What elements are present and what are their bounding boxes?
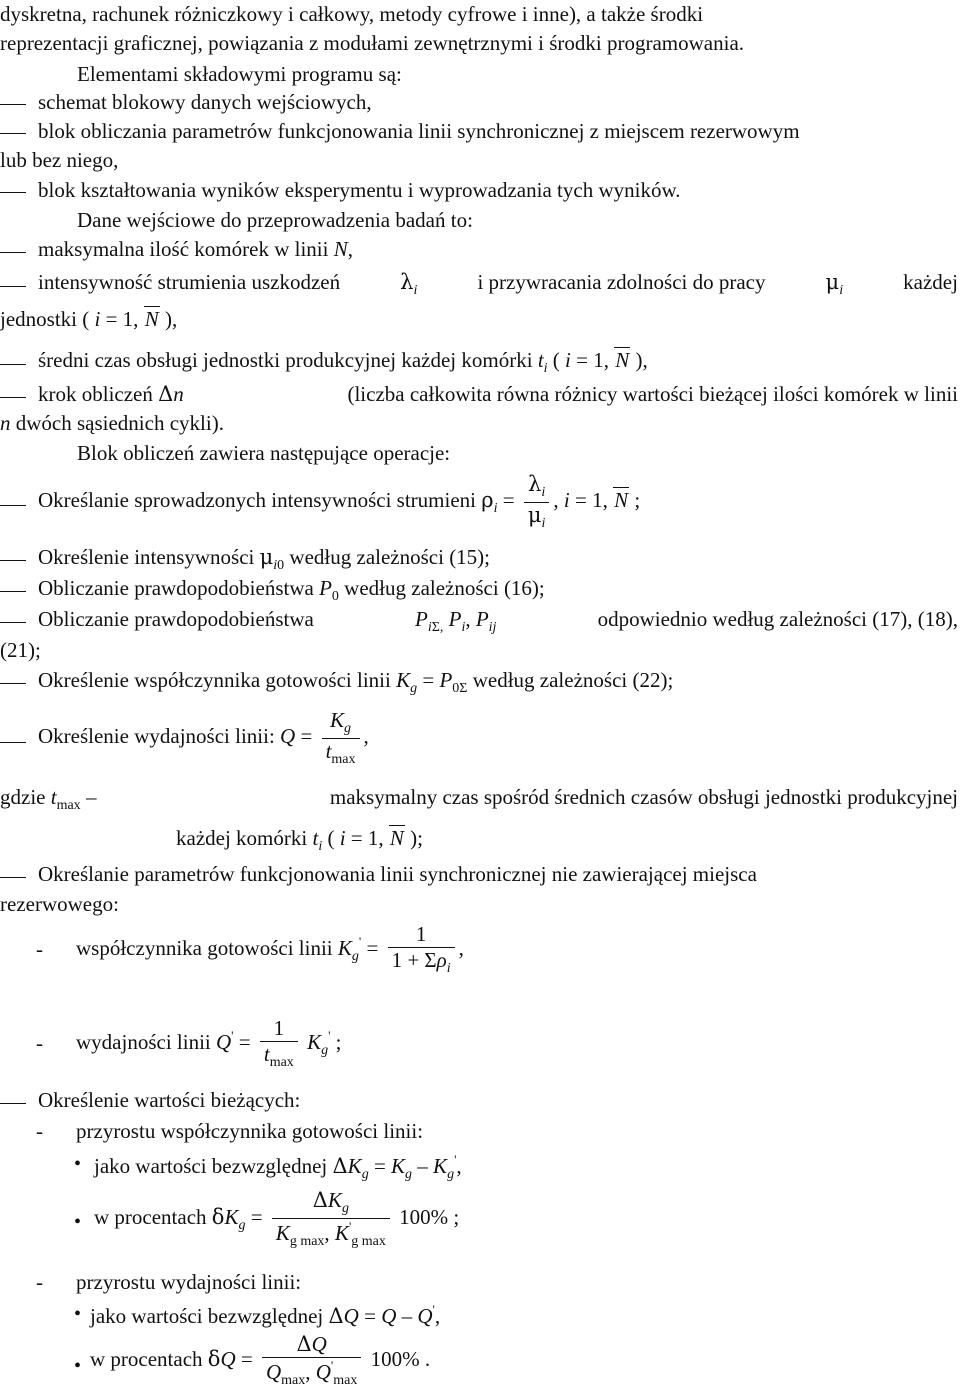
- list-item: średni czas obsługi jednostki produkcyjnej każdej komórki $t_i$ ( i = 1, N ),: [38, 348, 648, 376]
- list-item: Określenie wartości bieżących:: [38, 1088, 301, 1112]
- text-line: lub bez niego,: [0, 148, 119, 172]
- text-line: (21);: [0, 638, 41, 662]
- text-line: gdzie $t_{max}$ – maksymalny czas spośród średnich czasów obsługi jednostki produkcyjnej: [0, 785, 958, 813]
- list-item: Określenie intensywności $\mu_{i0}$ według zależności (15);: [38, 545, 491, 573]
- dash-marker: [0, 104, 26, 105]
- bullet-marker: •: [74, 1153, 82, 1175]
- text-line: każdej komórki $t_i$ ( i = 1, N );: [176, 826, 423, 854]
- text-line: Dane wejściowe do przeprowadzenia badań to:: [77, 208, 473, 232]
- hyphen-marker: -: [36, 1270, 43, 1294]
- list-item: Obliczanie prawdopodobieństwa $P_{i\Sigma,}$ $P_i$, $P_{ij}$ odpowiednio według zależności (17), (18),: [38, 607, 958, 635]
- list-item: krok obliczeń Δn (liczba całkowita równa różnicy wartości bieżącej ilości komórek w linii: [38, 382, 958, 406]
- dash-marker: [0, 133, 26, 134]
- dash-marker: [0, 560, 26, 561]
- text-line: dyskretna, rachunek różniczkowy i całkowy, metody cyfrowe i inne), a także środki: [0, 2, 704, 26]
- list-item: jako wartości bezwzględnej ΔQ = Q – Q',: [90, 1302, 441, 1328]
- bullet-marker: •: [74, 1211, 82, 1233]
- dash-marker: [0, 622, 26, 623]
- list-item: przyrostu współczynnika gotowości linii:: [76, 1119, 424, 1143]
- list-item: schemat blokowy danych wejściowych,: [38, 90, 372, 114]
- dash-marker: [0, 252, 26, 253]
- text-line: reprezentacji graficznej, powiązania z modułami zewnętrznymi i środki programowania.: [0, 31, 745, 55]
- list-item: intensywność strumienia uszkodzeń $\lambda_i$ i przywracania zdolności do pracy $\mu_i$ każdej: [38, 270, 958, 298]
- list-item: Określenie współczynnika gotowości linii $K_g = P_{0\Sigma}$ według zależności (22);: [38, 668, 674, 696]
- dash-marker: [0, 683, 26, 684]
- list-item: Określanie sprowadzonych intensywności strumieni $\rho_i$ = $\frac{\lambda_i}{\mu_i}$ , i = 1, N ;: [38, 472, 641, 531]
- list-item: blok kształtowania wyników eksperymentu i wyprowadzania tych wyników.: [38, 178, 681, 202]
- dash-marker: [0, 364, 26, 365]
- dash-marker: [0, 877, 26, 878]
- list-item: maksymalna ilość komórek w linii N,: [38, 237, 353, 261]
- bullet-marker: •: [74, 1303, 82, 1325]
- dash-marker: [0, 286, 26, 287]
- list-item: w procentach $\delta K_g$ = $\frac{\Delta K_g}{K_{g max}, K'_{g max}}$ 100% ;: [94, 1188, 460, 1249]
- list-item: w procentach δQ = $\frac{\Delta Q}{Q_{max}, Q'_{max}}$ 100% .: [90, 1332, 431, 1389]
- dash-marker: [0, 505, 26, 506]
- text-line: Elementami składowymi programu są:: [77, 62, 402, 86]
- text-line: n dwóch sąsiednich cykli).: [0, 411, 224, 435]
- dash-marker: [0, 192, 26, 193]
- list-item: przyrostu wydajności linii:: [76, 1270, 302, 1294]
- list-item: wydajności linii Q' = $\frac{1}{t_{max}}$ $K_g'$ ;: [76, 1016, 342, 1071]
- hyphen-marker: -: [36, 1119, 43, 1143]
- dash-marker: [0, 591, 26, 592]
- text-line: rezerwowego:: [0, 892, 119, 916]
- dash-marker: [0, 742, 26, 743]
- list-item: Określenie wydajności linii: Q = $\frac{K_g}{t_{max}}$ ,: [38, 708, 369, 767]
- list-item: blok obliczania parametrów funkcjonowania linii synchronicznej z miejscem rezerwowym: [38, 119, 800, 143]
- list-item: Obliczanie prawdopodobieństwa $P_0$ według zależności (16);: [38, 576, 545, 604]
- list-item: Określanie parametrów funkcjonowania linii synchronicznej nie zawierającej miejsca: [38, 862, 757, 886]
- hyphen-marker: -: [36, 1031, 43, 1055]
- dash-marker: [0, 397, 26, 398]
- bullet-marker: •: [74, 1355, 82, 1377]
- dash-marker: [0, 1103, 26, 1104]
- list-item: jako wartości bezwzględnej $\Delta K_g = K_g - K_g'$,: [94, 1152, 462, 1182]
- text-line: Blok obliczeń zawiera następujące operacje:: [77, 441, 451, 465]
- hyphen-marker: -: [36, 937, 43, 961]
- list-item: współczynnika gotowości linii $K_g'$ = $\frac{1}{1 + \Sigma\rho_i}$ ,: [76, 922, 464, 977]
- text-line: jednostki ( i = 1, N ),: [0, 307, 178, 331]
